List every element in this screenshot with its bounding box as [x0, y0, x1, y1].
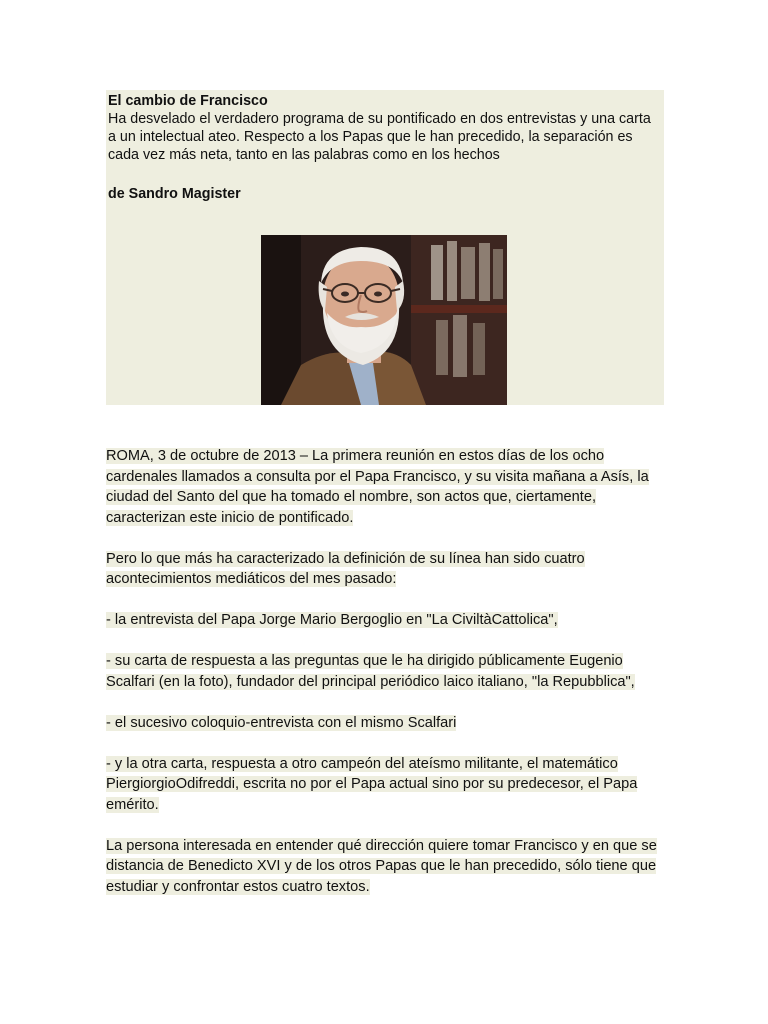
- paragraph-text: La persona interesada en entender qué dirección quiere tomar Francisco y en que se distancia de Benedicto XVI y de los otros Papas que le han precedido, sólo tiene que estudiar y confrontar estos cuatro textos.: [106, 837, 657, 895]
- list-item-text: - la entrevista del Papa Jorge Mario Bergoglio en "La CiviltàCattolica",: [106, 612, 558, 628]
- paragraph: [106, 836, 666, 898]
- list-item-text: - el sucesivo coloquio-entrevista con el mismo Scalfari: [106, 714, 457, 731]
- list-item: [106, 713, 666, 734]
- list-item-text: - su carta de respuesta a las preguntas que le ha dirigido públicamente Eugenio Scalfari (en la foto), fundador del principal periódico laico italiano, "la Repubblica",: [106, 653, 635, 690]
- paragraph-text: Pero lo que más ha caracterizado la definición de su línea han sido cuatro acontecimientos mediáticos del mes pasado:: [106, 550, 585, 587]
- paragraph: [106, 446, 666, 528]
- list-item: [106, 754, 666, 816]
- article-title: El cambio de Francisco: [108, 93, 268, 109]
- list-item-text: - y la otra carta, respuesta a otro campeón del ateísmo militante, el matemático PiergiorgioOdifreddi, escrita no por el Papa actual sino por su predecesor, el Papa emérito.: [106, 755, 638, 813]
- paragraph: [106, 549, 666, 590]
- article-author: de Sandro Magister: [108, 186, 241, 202]
- list-item: [106, 651, 666, 692]
- article-body: [106, 446, 666, 918]
- article-header: [108, 92, 660, 202]
- paragraph-text: ROMA, 3 de octubre de 2013 – La primera reunión en estos días de los ocho cardenales llamados a consulta por el Papa Francisco, y su visita mañana a Asís, la ciudad del Santo del que ha tomado el nombre, son actos que, ciertamente, caracterizan este inicio de pontificado.: [106, 448, 649, 526]
- article-subtitle: Ha desvelado el verdadero programa de su pontificado en dos entrevistas y una carta a un intelectual ateo. Respecto a los Papas que le han precedido, la separación es cada vez más neta, tanto en las palabras como en los hechos: [108, 111, 651, 163]
- list-item: [106, 610, 666, 631]
- portrait-photo-icon: [261, 235, 507, 405]
